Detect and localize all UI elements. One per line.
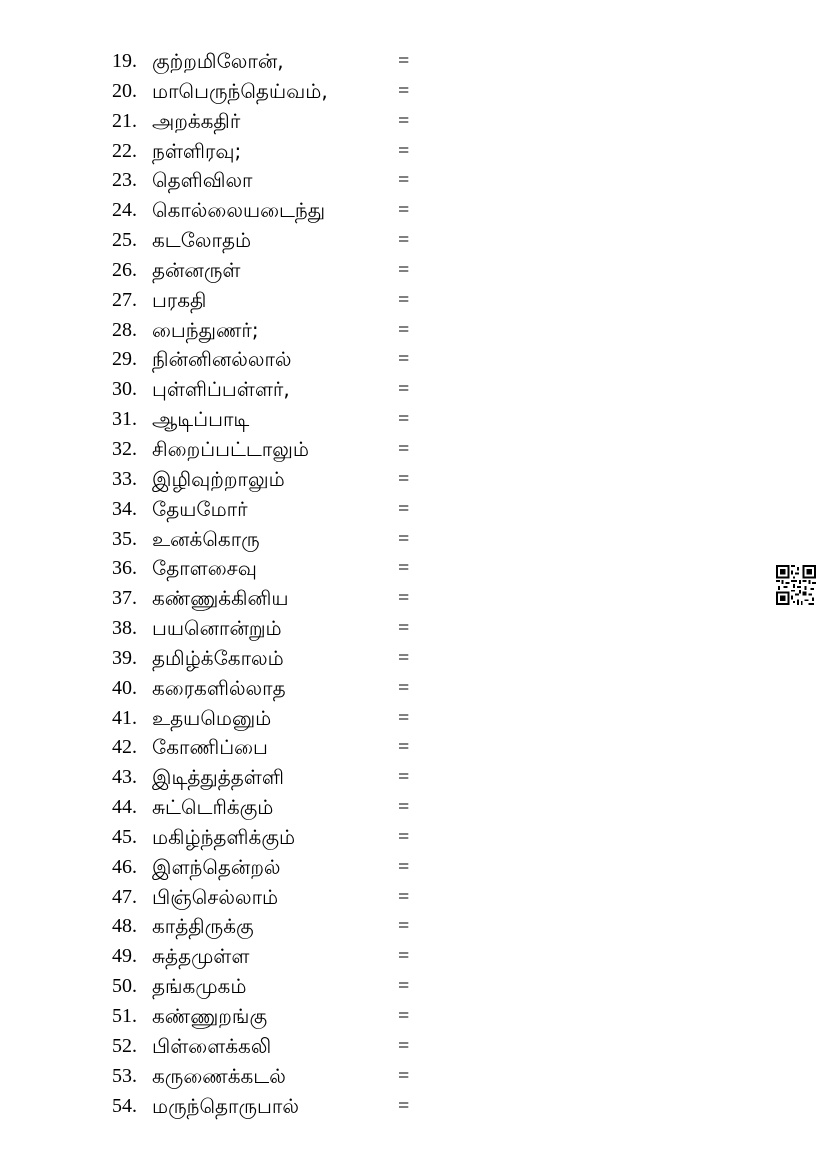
list-item (0, 584, 827, 614)
tamil-word: பிஞ்செல்லாம் (152, 884, 279, 909)
tamil-word: நின்னினல்லால் (152, 347, 292, 372)
equals-sign: = (398, 945, 410, 968)
equals-sign: = (398, 258, 410, 281)
item-number: 42. (112, 736, 137, 759)
tamil-word: ஆடிப்பாடி (152, 407, 250, 432)
list-item (0, 256, 827, 286)
tamil-word: குற்றமிலோன், (152, 49, 284, 73)
equals-sign: = (398, 408, 410, 431)
equals-sign: = (398, 736, 410, 759)
list-item (0, 823, 827, 853)
item-number: 48. (112, 915, 137, 938)
equals-sign: = (398, 1034, 410, 1057)
tamil-word: கருணைக்கடல் (152, 1063, 286, 1088)
tamil-word: தமிழ்க்கோலம் (152, 645, 284, 670)
list-item (0, 435, 827, 465)
equals-sign: = (398, 199, 410, 222)
item-number: 24. (112, 199, 137, 222)
item-number: 35. (112, 527, 137, 550)
list-item (0, 972, 827, 1002)
item-number: 34. (112, 497, 137, 520)
equals-sign: = (398, 527, 410, 550)
tamil-word: மருந்தொருபால் (152, 1093, 299, 1118)
item-number: 27. (112, 288, 137, 311)
list-item (0, 166, 827, 196)
tamil-word: தேயமோர் (152, 496, 248, 521)
tamil-word: மாபெருந்தெய்வம், (152, 78, 328, 103)
list-item (0, 345, 827, 375)
item-number: 40. (112, 676, 137, 699)
equals-sign: = (398, 348, 410, 371)
item-number: 43. (112, 766, 137, 789)
item-number: 29. (112, 348, 137, 371)
list-item (0, 1062, 827, 1092)
item-number: 20. (112, 79, 137, 102)
equals-sign: = (398, 855, 410, 878)
list-item (0, 793, 827, 823)
equals-sign: = (398, 915, 410, 938)
list-item (0, 316, 827, 346)
equals-sign: = (398, 318, 410, 341)
equals-sign: = (398, 467, 410, 490)
item-number: 51. (112, 1005, 137, 1027)
list-item (0, 614, 827, 644)
equals-sign: = (398, 557, 410, 580)
item-number: 33. (112, 467, 137, 490)
equals-sign: = (398, 1005, 410, 1027)
equals-sign: = (398, 676, 410, 699)
equals-sign: = (398, 229, 410, 252)
list-item (0, 465, 827, 495)
tamil-word: இடித்துத்தள்ளி (152, 765, 284, 790)
tamil-word: கொல்லையடைந்து (152, 198, 326, 223)
item-number: 38. (112, 617, 137, 640)
equals-sign: = (398, 79, 410, 102)
tamil-word: சிறைப்பட்டாலும் (152, 436, 309, 461)
item-number: 36. (112, 557, 137, 580)
tamil-word: உதயமெனும் (152, 705, 272, 730)
list-item (0, 912, 827, 942)
list-item (0, 1032, 827, 1062)
tamil-word: சுட்டெரிக்கும் (152, 795, 274, 820)
equals-sign: = (398, 169, 410, 192)
tamil-word: பிள்ளைக்கலி (152, 1033, 272, 1058)
item-number: 26. (112, 258, 137, 281)
equals-sign: = (398, 288, 410, 311)
item-number: 44. (112, 796, 137, 819)
item-number: 50. (112, 975, 137, 998)
equals-sign: = (398, 139, 410, 162)
equals-sign: = (398, 617, 410, 640)
tamil-word: உனக்கொரு (152, 526, 260, 551)
equals-sign: = (398, 975, 410, 998)
qr-code-icon (776, 565, 816, 605)
equals-sign: = (398, 1064, 410, 1087)
tamil-word: கரைகளில்லாத (152, 675, 286, 700)
list-item (0, 554, 827, 584)
tamil-word: பரகதி (152, 287, 207, 312)
list-item (0, 644, 827, 674)
item-number: 32. (112, 437, 137, 460)
tamil-word: கடலோதம் (152, 228, 252, 253)
list-item (0, 47, 827, 77)
tamil-word: கோணிப்பை (152, 735, 268, 760)
item-number: 54. (112, 1094, 137, 1117)
tamil-word: மகிழ்ந்தளிக்கும் (152, 824, 296, 849)
list-item (0, 77, 827, 107)
equals-sign: = (398, 706, 410, 729)
list-item (0, 704, 827, 734)
list-item (0, 375, 827, 405)
tamil-word: பைந்துணர்; (152, 317, 259, 342)
item-number: 25. (112, 229, 137, 252)
list-item (0, 525, 827, 555)
equals-sign: = (398, 109, 410, 132)
list-item (0, 107, 827, 137)
item-number: 37. (112, 587, 137, 610)
equals-sign: = (398, 766, 410, 789)
equals-sign: = (398, 646, 410, 669)
list-item (0, 733, 827, 763)
list-item (0, 196, 827, 226)
tamil-word: கண்ணுக்கினிய (152, 586, 289, 611)
tamil-word: இழிவுற்றாலும் (152, 466, 285, 491)
equals-sign: = (398, 885, 410, 908)
list-item (0, 763, 827, 793)
list-item (0, 853, 827, 883)
list-item (0, 942, 827, 972)
equals-sign: = (398, 796, 410, 819)
item-number: 21. (112, 109, 137, 132)
item-number: 45. (112, 825, 137, 848)
item-number: 30. (112, 378, 137, 401)
item-number: 41. (112, 706, 137, 729)
list-item (0, 286, 827, 316)
list-item (0, 405, 827, 435)
tamil-word: புள்ளிப்பள்ளர், (152, 377, 290, 402)
list-item (0, 495, 827, 525)
tamil-word: நள்ளிரவு; (152, 138, 242, 163)
item-number: 53. (112, 1064, 137, 1087)
item-number: 22. (112, 139, 137, 162)
tamil-word: தங்கமுகம் (152, 974, 247, 999)
list-item (0, 1002, 827, 1032)
tamil-word: தெளிவிலா (152, 168, 253, 193)
list-item (0, 883, 827, 913)
tamil-word: அறக்கதிர் (152, 108, 241, 133)
tamil-word: கண்ணுறங்கு (152, 1004, 268, 1028)
equals-sign: = (398, 437, 410, 460)
equals-sign: = (398, 825, 410, 848)
equals-sign: = (398, 1094, 410, 1117)
list-item (0, 226, 827, 256)
item-number: 47. (112, 885, 137, 908)
tamil-word: பயனொன்றும் (152, 616, 282, 641)
list-item (0, 137, 827, 167)
item-number: 19. (112, 50, 137, 72)
tamil-word: இளந்தென்றல் (152, 854, 281, 879)
item-number: 39. (112, 646, 137, 669)
item-number: 23. (112, 169, 137, 192)
list-item (0, 674, 827, 704)
list-item (0, 1092, 827, 1122)
item-number: 31. (112, 408, 137, 431)
equals-sign: = (398, 497, 410, 520)
tamil-word: தன்னருள் (152, 257, 241, 282)
word-split-exercise-list (0, 47, 827, 1121)
equals-sign: = (398, 587, 410, 610)
item-number: 52. (112, 1034, 137, 1057)
item-number: 49. (112, 945, 137, 968)
item-number: 28. (112, 318, 137, 341)
equals-sign: = (398, 378, 410, 401)
equals-sign: = (398, 50, 410, 72)
tamil-word: தோளசைவு (152, 556, 257, 581)
item-number: 46. (112, 855, 137, 878)
tamil-word: காத்திருக்கு (152, 914, 254, 939)
tamil-word: சுத்தமுள்ள (152, 944, 250, 969)
